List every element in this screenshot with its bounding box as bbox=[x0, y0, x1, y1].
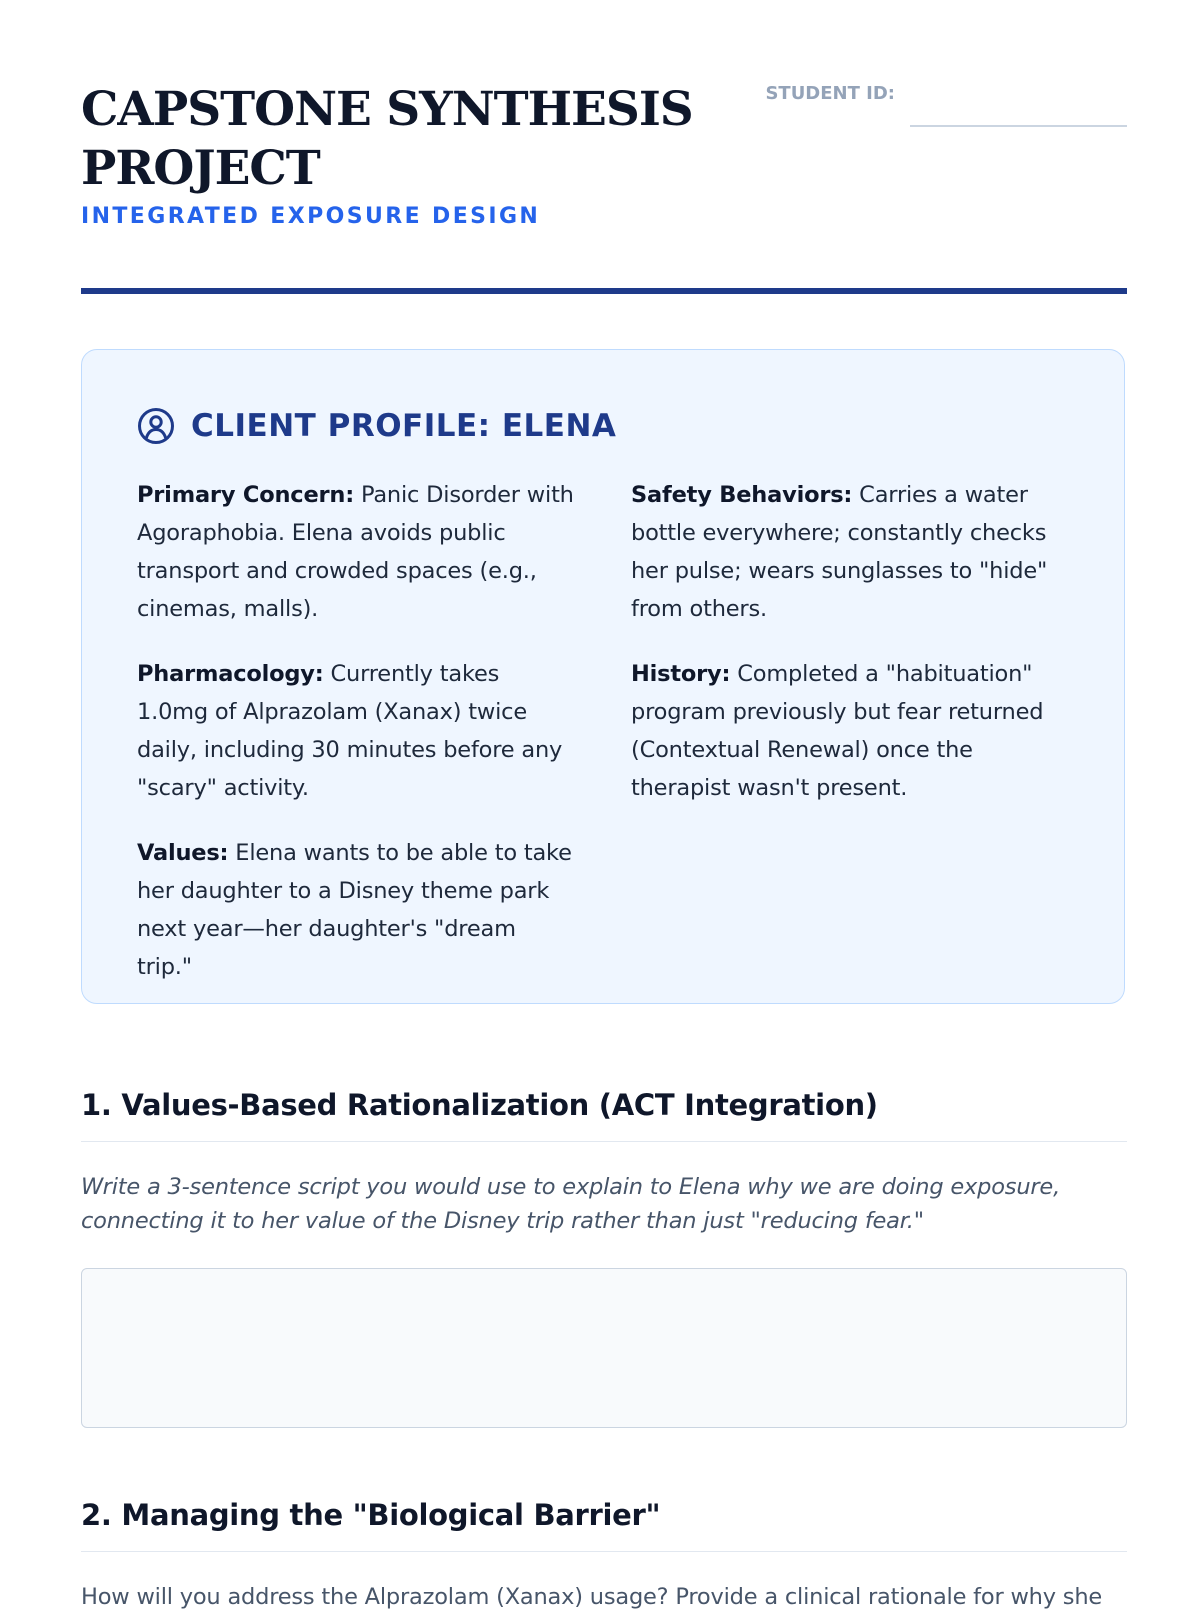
profile-fact-primary-concern bbox=[137, 476, 577, 628]
header-divider bbox=[81, 288, 1127, 294]
profile-fact-pharmacology bbox=[137, 655, 577, 807]
student-id-label: STUDENT ID: bbox=[765, 83, 895, 104]
fact-label: Values: bbox=[137, 840, 229, 866]
user-circle-icon bbox=[137, 407, 175, 445]
section-divider bbox=[81, 1141, 1127, 1142]
client-profile-title: CLIENT PROFILE: ELENA bbox=[191, 408, 617, 444]
client-profile-card bbox=[81, 349, 1125, 1004]
student-id-field-group bbox=[715, 80, 1127, 140]
page-header bbox=[81, 0, 1127, 296]
client-profile-heading bbox=[137, 404, 616, 448]
section-divider bbox=[81, 1551, 1127, 1552]
fact-text: Carries a water bottle everywhere; constantly checks her pulse; wears sunglasses to "hide" from others. bbox=[631, 482, 1048, 622]
student-id-input-line[interactable] bbox=[910, 125, 1127, 127]
section-biological-barrier bbox=[81, 1495, 1127, 1614]
fact-label: History: bbox=[631, 661, 731, 687]
fact-text: Completed a "habituation" program previously but fear returned (Contextual Renewal) once the therapist wasn't present. bbox=[631, 661, 1044, 801]
worksheet-page bbox=[81, 0, 1127, 1610]
client-profile-right-column bbox=[631, 476, 1071, 834]
profile-fact-values bbox=[137, 834, 577, 986]
fact-text: Elena wants to be able to take her daughter to a Disney theme park next year—her daughter's "dream trip." bbox=[137, 840, 572, 980]
page-subtitle: INTEGRATED EXPOSURE DESIGN bbox=[81, 204, 541, 229]
values-rationale-answer-box[interactable] bbox=[81, 1268, 1127, 1428]
fact-label: Safety Behaviors: bbox=[631, 482, 853, 508]
section-prompt: Write a 3-sentence script you would use to explain to Elena why we are doing exposure, connecting it to her value of the Disney trip rather than just "reducing fear." bbox=[81, 1174, 1061, 1234]
section-heading: 2. Managing the "Biological Barrier" bbox=[81, 1498, 661, 1532]
section-heading: 1. Values-Based Rationalization (ACT Integration) bbox=[81, 1088, 878, 1122]
fact-label: Primary Concern: bbox=[137, 482, 355, 508]
profile-fact-history bbox=[631, 655, 1071, 807]
section-values-based-rationalization bbox=[81, 1085, 1127, 1428]
profile-fact-safety-behaviors bbox=[631, 476, 1071, 628]
section-prompt: How will you address the Alprazolam (Xanax) usage? Provide a clinical rationale for why she bbox=[81, 1584, 1103, 1610]
fact-text: Currently takes 1.0mg of Alprazolam (Xanax) twice daily, including 30 minutes before any "scary" activity. bbox=[137, 661, 563, 801]
fact-text: Panic Disorder with Agoraphobia. Elena avoids public transport and crowded spaces (e.g., cinemas, malls). bbox=[137, 482, 574, 622]
client-profile-left-column bbox=[137, 476, 577, 1013]
fact-label: Pharmacology: bbox=[137, 661, 324, 687]
page-title: CAPSTONE SYNTHESIS PROJECT bbox=[81, 82, 693, 196]
